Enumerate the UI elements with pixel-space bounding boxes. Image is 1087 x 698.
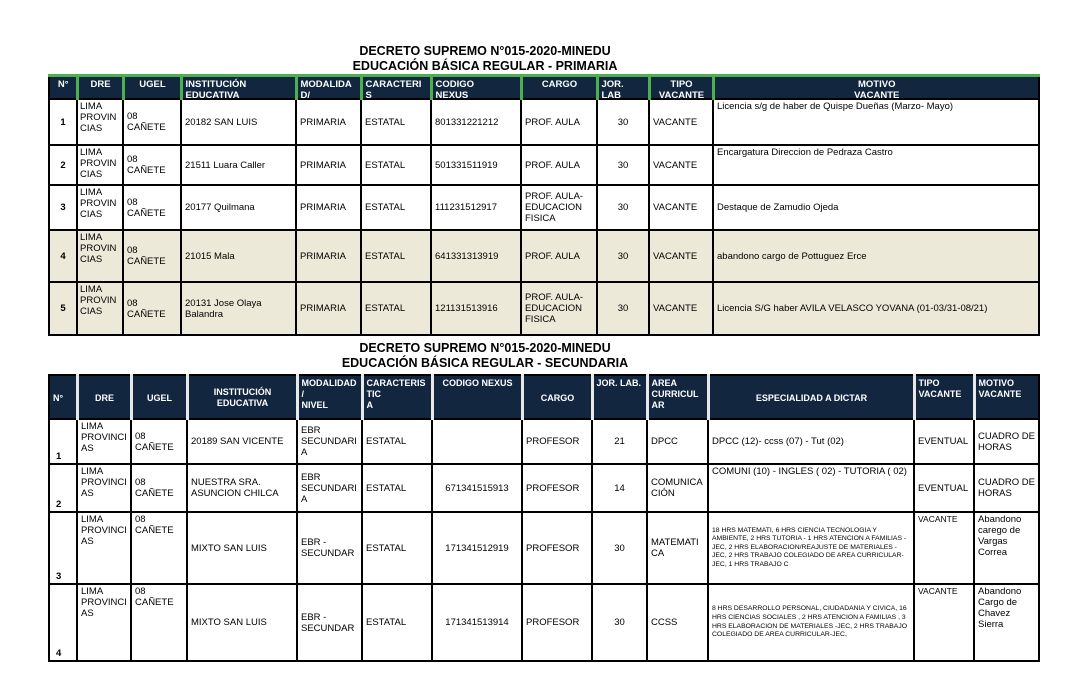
secundaria-header-row [49, 375, 1039, 419]
column-header-motivo-vacante [713, 76, 1039, 100]
table-cell: 641331313919 [431, 230, 521, 282]
decree-title-primaria: DECRETO SUPREMO N°015-2020-MINEDU [359, 44, 611, 58]
header-line: UGEL [146, 392, 172, 403]
table-cell: Encargatura Direccion de Pedraza Castro [713, 145, 1039, 185]
table-cell: PROFESOR [522, 419, 592, 464]
header-line: VACANTE [918, 389, 962, 399]
header-line: DRE [90, 79, 111, 90]
header-line: AREA [651, 378, 678, 388]
header-line: MODALIDAD/ [301, 378, 357, 399]
header-line: CARGO [541, 79, 578, 90]
table-cell: MIXTO SAN LUIS [187, 584, 297, 661]
table-cell: ESTATAL [361, 145, 431, 185]
table-cell: ESTATAL [362, 419, 432, 464]
table-cell: 2 [49, 464, 77, 512]
table-cell: ESTATAL [362, 584, 432, 661]
table-cell: 3 [49, 512, 77, 584]
table-cell: LIMA PROVINCIAS [77, 464, 131, 512]
table-cell: 30 [597, 230, 649, 282]
table-cell: LIMA PROVINCIAS [77, 282, 123, 335]
header-line: NIVEL [300, 101, 329, 112]
header-line: A [366, 400, 373, 410]
table-cell: 20177 Quilmana [181, 185, 296, 230]
column-header-cargo [522, 375, 592, 419]
table-cell: MATEMATICA [647, 512, 708, 584]
table-row [49, 230, 1039, 282]
table-cell: ESTATAL [361, 185, 431, 230]
column-header-dre [77, 76, 123, 100]
table-cell: 171341512919 [432, 512, 522, 584]
table-cell: VACANTE [914, 512, 974, 584]
table-cell: abandono cargo de Pottuguez Erce [713, 230, 1039, 282]
column-header-cargo [521, 76, 597, 100]
header-line: NIVEL [301, 400, 329, 410]
header-line: LAB [601, 90, 622, 101]
table-cell: 671341515913 [432, 464, 522, 512]
table-cell: 21 [592, 419, 647, 464]
column-header-tipo-vacante [649, 76, 713, 100]
table-cell: 3 [49, 185, 77, 230]
table-cell: 1 [49, 419, 77, 464]
header-line: CARACTERISTIC [366, 378, 426, 399]
table-cell: 30 [597, 145, 649, 185]
header-line: VACANTE [978, 389, 1022, 399]
table-cell: Abandono Cargo de Chavez Sierra [974, 584, 1039, 661]
table-cell: 8 HRS DESARROLLO PERSONAL, CIUDADANIA Y CIVICA, 16 HRS CIENCIAS SOCIALES , 2 HRS ATENCION A FAMILIAS , 3 HRS ELABORACION DE MATERIALES -JEC, 2 HRS TRABAJO COLEGIADO DE AREA CURRICULAR-JEC, [708, 584, 914, 661]
header-line: VACANTE [658, 90, 705, 101]
column-header-area-curricular [647, 375, 708, 419]
table-row [49, 464, 1039, 512]
table-cell: 14 [592, 464, 647, 512]
column-header-modalidad [296, 76, 361, 112]
table-cell: PROFESOR [522, 464, 592, 512]
header-line: CODIGO NEXUS [442, 378, 513, 388]
table-cell: 121131513916 [431, 282, 521, 335]
table-cell: EBR - SECUNDAR [297, 512, 362, 584]
table-cell: 1 [49, 99, 77, 145]
secundaria-table [48, 374, 1040, 662]
header-line: ESPECIALIDAD A DICTAR [755, 392, 868, 403]
primaria-table [48, 74, 1040, 336]
header-line: MODALIDAD/ [300, 79, 352, 101]
table-cell: DPCC (12)- ccss (07) - Tut (02) [708, 419, 914, 464]
table-cell: 30 [597, 282, 649, 335]
table-cell: LIMA PROVINCIAS [77, 419, 131, 464]
table-cell: 30 [597, 185, 649, 230]
table-cell: ESTATAL [362, 464, 432, 512]
table-cell: CUADRO DE HORAS [974, 464, 1039, 512]
header-line: JOR. [601, 79, 624, 90]
table-cell: ESTATAL [362, 512, 432, 584]
table-cell: 30 [592, 584, 647, 661]
table-cell: NUESTRA SRA. ASUNCION CHILCA [187, 464, 297, 512]
header-line: N° [57, 79, 69, 90]
table-cell: VACANTE [649, 282, 713, 335]
table-cell: 08 CAÑETE [123, 282, 181, 335]
table-cell: Licencia S/G haber AVILA VELASCO YOVANA (01-03/31-08/21) [713, 282, 1039, 335]
column-header-codigo-nexus [431, 76, 521, 100]
table-cell: PRIMARIA [296, 99, 361, 145]
table-cell: EVENTUAL [914, 464, 974, 512]
table-cell: PROFESOR [522, 512, 592, 584]
decree-title-secundaria: DECRETO SUPREMO N°015-2020-MINEDU [359, 341, 611, 355]
table-cell: 2 [49, 145, 77, 185]
table-cell: 5 [49, 282, 77, 335]
table-cell: LIMA PROVINCIAS [77, 230, 123, 282]
column-header-caracteristica [361, 76, 431, 112]
header-line: JOR. LAB. [596, 378, 642, 388]
table-cell: DPCC [647, 419, 708, 464]
table-row [49, 512, 1039, 584]
table-cell: LIMA PROVINCIAS [77, 584, 131, 661]
column-header-caracteristica [362, 375, 432, 419]
table-cell: EBR SECUNDARIA [297, 419, 362, 464]
table-cell: 30 [592, 512, 647, 584]
table-cell: 21015 Mala [181, 230, 296, 282]
table-cell: ESTATAL [361, 99, 431, 145]
table-cell: LIMA PROVINCIAS [77, 185, 123, 230]
table-cell: 08 CAÑETE [123, 99, 181, 145]
table-cell: 30 [597, 99, 649, 145]
table-cell: 4 [49, 230, 77, 282]
column-header-ugel [123, 76, 181, 100]
column-header-tipo-vacante [914, 375, 974, 419]
table-row [49, 282, 1039, 335]
table-cell: VACANTE [649, 145, 713, 185]
header-line: TIPO [670, 79, 693, 90]
table-cell: 08 CAÑETE [131, 419, 187, 464]
column-header-codigo-nexus [432, 375, 522, 419]
table-row [49, 185, 1039, 230]
header-line: CARGO [540, 392, 575, 403]
table-cell: Destaque de Zamudio Ojeda [713, 185, 1039, 230]
table-cell: CUADRO DE HORAS [974, 419, 1039, 464]
table-cell: PROF. AULA-EDUCACION FISICA [521, 282, 597, 335]
table-cell: 4 [49, 584, 77, 661]
header-line: DRE [94, 392, 114, 403]
table-cell: LIMA PROVINCIAS [77, 145, 123, 185]
secundaria-title-block [48, 341, 922, 371]
table-cell [432, 419, 522, 464]
table-cell: 501331511919 [431, 145, 521, 185]
table-cell: COMUNICACIÓN [647, 464, 708, 512]
table-cell: 20182 SAN LUIS [181, 99, 296, 145]
table-cell: 08 CAÑETE [131, 584, 187, 661]
table-cell: PROFESOR [522, 584, 592, 661]
table-cell: 08 CAÑETE [131, 464, 187, 512]
table-cell: EBR SECUNDARIA [297, 464, 362, 512]
table-cell: LIMA PROVINCIAS [77, 512, 131, 584]
table-cell: PRIMARIA [296, 282, 361, 335]
secundaria-table-body [49, 419, 1039, 661]
table-cell: PRIMARIA [296, 230, 361, 282]
header-line: VACANTE [854, 90, 900, 101]
header-line: INSTITUCIÓN [213, 387, 272, 397]
section-title-secundaria: EDUCACIÓN BÁSICA REGULAR - SECUNDARIA [341, 356, 629, 370]
table-cell: 801331221212 [431, 99, 521, 145]
table-cell: VACANTE [914, 584, 974, 661]
table-cell: 08 CAÑETE [123, 145, 181, 185]
table-cell: 08 CAÑETE [123, 230, 181, 282]
primaria-table-body [49, 99, 1039, 335]
section-title-primaria: EDUCACIÓN BÁSICA REGULAR - PRIMARIA [352, 59, 618, 73]
column-header-jornada [592, 375, 647, 419]
table-cell: 21511 Luara Caller [181, 145, 296, 185]
table-cell: MIXTO SAN LUIS [187, 512, 297, 584]
table-cell: 111231512917 [431, 185, 521, 230]
header-line: CURRICULAR [651, 389, 699, 410]
column-header-numero [49, 375, 77, 419]
table-cell: PROF. AULA [521, 99, 597, 145]
table-cell: COMUNI (10) - INGLES ( 02) - TUTORIA ( 02) [708, 464, 914, 512]
column-header-jornada [597, 76, 649, 100]
table-cell: PROF. AULA [521, 230, 597, 282]
column-header-modalidad [297, 375, 362, 419]
table-cell: EVENTUAL [914, 419, 974, 464]
table-cell: 171341513914 [432, 584, 522, 661]
table-cell: PROF. AULA [521, 145, 597, 185]
table-cell: ESTATAL [361, 230, 431, 282]
column-header-ugel [131, 375, 187, 419]
header-line: EDUCATIVA [216, 398, 269, 408]
header-line: N° [53, 392, 64, 403]
header-line: UGEL [139, 79, 166, 90]
table-cell: VACANTE [649, 185, 713, 230]
header-line: CARACTERIS [365, 79, 422, 101]
table-row [49, 145, 1039, 185]
primaria-title-block [48, 44, 922, 74]
table-cell: PROF. AULA-EDUCACION FISICA [521, 185, 597, 230]
table-cell: PRIMARIA [296, 185, 361, 230]
table-row [49, 99, 1039, 145]
column-header-especialidad [708, 375, 914, 419]
header-line: NEXUS [435, 90, 469, 101]
table-row [49, 419, 1039, 464]
primaria-header-row [49, 76, 1039, 100]
table-cell: 20189 SAN VICENTE [187, 419, 297, 464]
table-cell: ESTATAL [361, 282, 431, 335]
column-header-motivo-vacante [974, 375, 1039, 419]
column-header-numero [49, 76, 77, 100]
header-line: MOTIVO [978, 378, 1014, 388]
table-cell: VACANTE [649, 99, 713, 145]
table-row [49, 584, 1039, 661]
table-cell: 08 CAÑETE [123, 185, 181, 230]
table-cell: VACANTE [649, 230, 713, 282]
header-line: MOTIVO [858, 79, 896, 90]
table-cell: Licencia s/g de haber de Quispe Dueñas (Marzo- Mayo) [713, 99, 1039, 145]
table-cell: LIMA PROVINCIAS [77, 99, 123, 145]
table-cell: EBR - SECUNDAR [297, 584, 362, 661]
header-line: TIPO [918, 378, 940, 388]
table-cell: 08 CAÑETE [131, 512, 187, 584]
header-line: EDUCATIVA [185, 90, 240, 101]
table-cell: 18 HRS MATEMATI, 6 HRS CIENCIA TECNOLOGIA Y AMBIENTE, 2 HRS TUTORIA - 1 HRS ATENCION A FAMILIAS - JEC, 2 HRS ELABORACION/REAJUSTE DE MATERIALES -JEC, 2 HRS TRABAJO COLEGIADO DE AREA CURRICULAR-JEC, 1 HRS TRABAJO C [708, 512, 914, 584]
header-line: INSTITUCIÓN [185, 79, 247, 90]
table-cell: PRIMARIA [296, 145, 361, 185]
column-header-institucion [181, 76, 296, 100]
column-header-dre [77, 375, 131, 419]
header-line: TICA [365, 101, 388, 112]
table-cell: 20131 Jose Olaya Balandra [181, 282, 296, 335]
header-line: CODIGO [435, 79, 475, 90]
table-cell: CCSS [647, 584, 708, 661]
column-header-institucion [187, 375, 297, 419]
table-cell: Abandono carego de Vargas Correa [974, 512, 1039, 584]
